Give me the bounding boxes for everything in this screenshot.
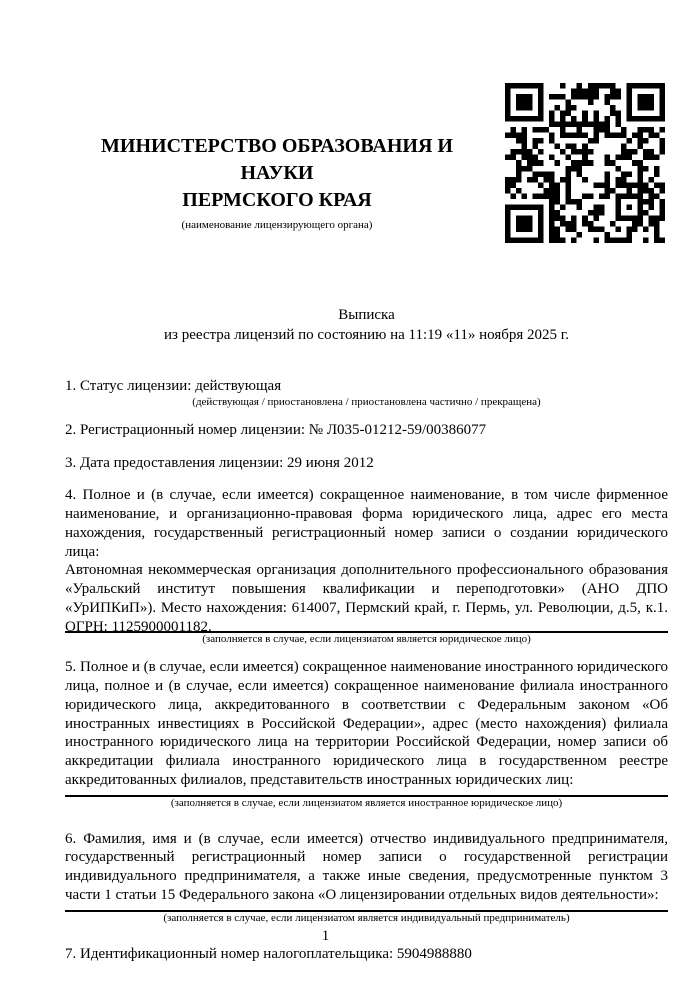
document-title-line2: из реестра лицензий по состоянию на 11:19 «11» ноября 2025 г.: [164, 327, 569, 343]
license-item-6: [65, 830, 668, 925]
item-4-value: Автономная некоммерческая организация дополнительного профессионального образования «Уральский институт повышения квалификации и переподготовки» (АНО ДПО «УрИПКиП»). Место нахождения: 614007, Пермский край, г. Пермь, ул. Революции, д.5, к.1. ОГРН: 1125900001182.: [65, 562, 668, 635]
license-item-7: [65, 945, 668, 964]
license-item-2: [65, 421, 668, 440]
item-4-text: 4. Полное и (в случае, если имеется) сокращенное наименование, в том числе фирменное наименование, и организационно-правовая форма юридического лица, адрес его места нахождения, государственный регистрационный номер записи о создании юридического лица:: [65, 487, 668, 560]
licensing-authority-header: [65, 133, 489, 232]
license-item-5: [65, 658, 668, 809]
item-4-caption: (заполняется в случае, если лицензиатом является юридическое лицо): [202, 633, 531, 646]
item-1-caption: (действующая / приостановлена / приостановлена частично / прекращена): [192, 395, 541, 408]
item-3-text: 3. Дата предоставления лицензии: 29 июня 2012: [65, 454, 374, 471]
license-item-1: [65, 377, 668, 409]
license-item-4: [65, 486, 668, 646]
item-2-text: 2. Регистрационный номер лицензии: № Л035-01212-59/00386077: [65, 421, 487, 438]
item-5-text: 5. Полное и (в случае, если имеется) сокращенное наименование иностранного юридического лица, полное и (в случае, если имеется) сокращенное наименование филиала иностранного юридического лица, аккредитованного в соответствии с Федеральным законом «Об иностранных инвестициях в Российской Федерации», адрес (место нахождения) филиала иностранного юридического лица на территории Российской Федерации, номер записи об аккредитации филиала иностранного юридического лица в государственном реестре аккредитованных филиалов, представительств иностранных юридических лиц:: [65, 659, 668, 788]
qr-code-icon: [505, 83, 665, 243]
document-body: [65, 305, 668, 963]
authority-caption: (наименование лицензирующего органа): [181, 219, 373, 231]
item-1-text: 1. Статус лицензии: действующая: [65, 378, 282, 394]
license-item-3: [65, 454, 668, 473]
ministry-name-line2: ПЕРМСКОГО КРАЯ: [182, 189, 372, 211]
page-number: 1: [321, 928, 330, 944]
document-title-line1: Выписка: [338, 307, 395, 323]
item-5-caption: (заполняется в случае, если лицензиатом является иностранное юридическое лицо): [170, 796, 563, 809]
item-6-text: 6. Фамилия, имя и (в случае, если имеется) отчество индивидуального предпринимателя, государственный регистрационный номер записи о государственной регистрации индивидуального предпринимателя, а также иные сведения, предусмотренные пунктом 3 части 1 статьи 15 Федерального закона «О лицензировании отдельных видов деятельности»:: [65, 830, 668, 903]
ministry-name-line1: МИНИСТЕРСТВО ОБРАЗОВАНИЯ И НАУКИ: [101, 135, 453, 184]
item-6-caption: (заполняется в случае, если лицензиатом является индивидуальный предприниматель): [163, 911, 570, 924]
license-items: [65, 377, 668, 963]
item-7-text: 7. Идентификационный номер налогоплательщика: 5904988880: [65, 945, 472, 962]
document-title: [65, 305, 668, 345]
